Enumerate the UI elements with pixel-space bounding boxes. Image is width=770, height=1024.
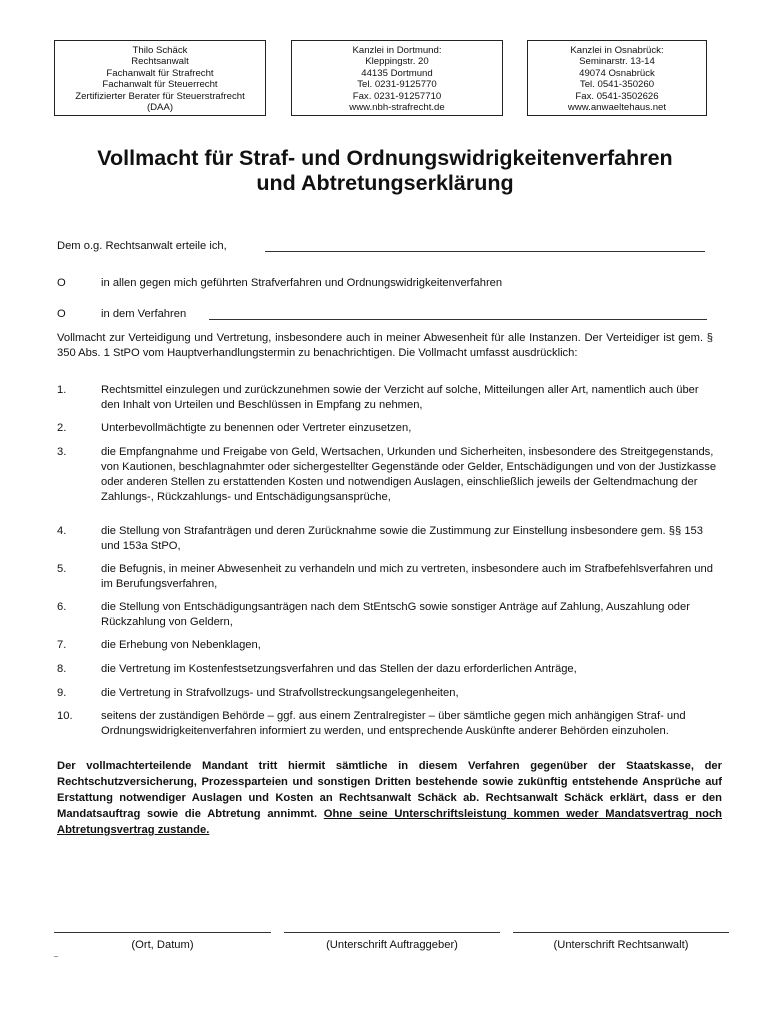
list-item — [57, 600, 717, 630]
item-number: 7. — [57, 639, 67, 651]
lawyer-specialty-tax: Fachanwalt für Steuerrecht — [102, 79, 218, 91]
list-item — [57, 562, 717, 592]
item-text: die Stellung von Strafanträgen und deren Zurücknahme sowie die Zustimmung zur Einstellung insbesondere gem. §§ 153 und 153a StPO, — [101, 525, 703, 552]
item-text: die Befugnis, in meiner Abwesenheit zu verhandeln und mich zu vertreten, insbesondere auch im Strafbefehlsverfahren und im Berufungsverfahren, — [101, 563, 713, 590]
office-osnabrueck-phone: Tel. 0541-350260 — [579, 79, 655, 91]
lawyer-info-box — [54, 40, 266, 116]
grant-label: Dem o.g. Rechtsanwalt erteile ich, — [57, 240, 227, 252]
list-item — [57, 421, 717, 436]
office-dortmund-street: Kleppingstr. 20 — [365, 56, 429, 68]
item-number: 9. — [57, 687, 67, 699]
scope-paragraph: Vollmacht zur Verteidigung und Vertretung, insbesondere auch in meiner Abwesenheit für alle Instanzen. Der Verteidiger ist gem. § 350 Abs. 1 StPO vom Hauptverhandlungstermin zu benachrichtigen. Die Vollmacht umfasst ausdrücklich: — [57, 332, 713, 359]
item-text: die Erhebung von Nebenklagen, — [101, 639, 261, 651]
lawyer-signature-label: (Unterschrift Rechtsanwalt) — [553, 939, 689, 951]
office-dortmund-phone: Tel. 0231-9125770 — [357, 79, 437, 91]
item-text: die Empfangnahme und Freigabe von Geld, Wertsachen, Urkunden und Sicherheiten, insbesondere des Streitgegenstands, von Kautionen, beschlagnahmter oder sichergestellter Gegenstände oder Gelder, Entschädigungen und von der Justizkasse oder anderen Stellen zu erstattenden Kosten und notwendigen Auslagen, einschließlich jeweils der Geltendmachung der Zahlungs-, Rückzahlungs- und Entschädigungsansprüche, — [101, 446, 717, 503]
item-number: 2. — [57, 422, 67, 434]
assignment-text: Der vollmachterteilende Mandant tritt hiermit sämtliche in diesem Verfahren gegenüber der Staatskasse, der Rechtschutzversicherung, Prozessparteien und sonstigen Dritten bestehende sowie zukünftig entstehende Ansprüche auf Erstattung notwendiger Auslagen und Kosten an Rechtsanwalt Schäck ab. Rechtsanwalt Schäck erklärt, dass er den Mandatsauftrag sowie die Abtretung annimmt. — [57, 760, 722, 820]
office-osnabrueck-heading: Kanzlei in Osnabrück: — [570, 45, 664, 56]
office-dortmund-heading: Kanzlei in Dortmund: — [352, 45, 442, 56]
option-case-label: in dem Verfahren — [101, 308, 187, 320]
list-item — [57, 524, 717, 554]
lawyer-name: Thilo Schäck — [132, 45, 188, 56]
office-osnabrueck-street: Seminarstr. 13-14 — [579, 56, 655, 68]
document-title — [0, 146, 770, 196]
option-all-label: in allen gegen mich geführten Strafverfahren und Ordnungswidrigkeitenverfahren — [101, 277, 503, 289]
office-dortmund-fax: Fax. 0231-91257710 — [352, 90, 442, 102]
assignment-declaration — [57, 758, 722, 838]
signature-line-lawyer[interactable] — [513, 932, 729, 933]
title-line-2: und Abtretungserklärung — [256, 171, 514, 195]
item-number: 3. — [57, 446, 67, 458]
option-all-mark[interactable]: O — [57, 277, 66, 289]
client-signature-label: (Unterschrift Auftraggeber) — [326, 939, 458, 951]
office-osnabrueck-website: www.anwaeltehaus.net — [567, 102, 667, 114]
item-text: die Vertretung im Kostenfestsetzungsverfahren und das Stellen der dazu erforderlichen Anträge, — [101, 663, 577, 675]
client-name-field[interactable] — [265, 241, 705, 252]
list-item — [57, 445, 717, 505]
title-line-1: Vollmacht für Straf- und Ordnungswidrigkeitenverfahren — [97, 146, 673, 170]
office-dortmund-box — [291, 40, 503, 116]
case-number-field[interactable] — [209, 309, 707, 320]
item-number: 6. — [57, 601, 67, 613]
grant-line — [57, 240, 227, 252]
list-item — [57, 686, 717, 701]
list-item — [57, 383, 717, 413]
item-text: seitens der zuständigen Behörde – ggf. aus einem Zentralregister – über sämtliche gegen mich anhängigen Straf- und Ordnungswidrigkeitenverfahren informiert zu werden, und entsprechende Auskünfte anderer Behörden einzuholen. — [101, 710, 686, 737]
list-item — [57, 638, 717, 653]
item-number: 5. — [57, 563, 67, 575]
office-osnabrueck-fax: Fax. 0541-3502626 — [575, 90, 659, 102]
office-dortmund-website: www.nbh-strafrecht.de — [349, 102, 445, 114]
page-mark — [54, 956, 58, 957]
lawyer-title: Rechtsanwalt — [131, 56, 189, 68]
signature-line-place-date[interactable] — [54, 932, 271, 933]
lawyer-certification: Zertifizierter Berater für Steuerstrafrecht — [75, 90, 245, 102]
lawyer-certification-abbr: (DAA) — [146, 102, 174, 114]
assignment-condition: Ohne seine Unterschriftsleistung kommen weder Mandatsvertrag noch Abtretungsvertrag zustande. — [57, 808, 722, 836]
item-number: 10. — [57, 710, 73, 722]
signature-line-client[interactable] — [284, 932, 500, 933]
item-number: 4. — [57, 525, 67, 537]
place-date-label: (Ort, Datum) — [131, 939, 194, 951]
office-osnabrueck-city: 49074 Osnabrück — [579, 67, 655, 79]
office-dortmund-city: 44135 Dortmund — [361, 67, 433, 79]
item-number: 1. — [57, 384, 67, 396]
office-osnabrueck-box — [527, 40, 707, 116]
item-number: 8. — [57, 663, 67, 675]
lawyer-specialty-criminal: Fachanwalt für Strafrecht — [106, 67, 214, 79]
item-text: die Vertretung in Strafvollzugs- und Strafvollstreckungsangelegenheiten, — [101, 687, 459, 699]
list-item — [57, 662, 717, 677]
item-text: die Stellung von Entschädigungsanträgen nach dem StEntschG sowie sonstiger Anträge auf Zahlung, Auszahlung oder Rückzahlung von Geldern, — [101, 601, 690, 628]
item-text: Unterbevollmächtigte zu benennen oder Vertreter einzusetzen, — [101, 422, 412, 434]
list-item — [57, 709, 717, 739]
option-case-mark[interactable]: O — [57, 308, 66, 320]
item-text: Rechtsmittel einzulegen und zurückzunehmen sowie der Verzicht auf solche, Mitteilungen aller Art, namentlich auch über den Inhalt von Urteilen und Beschlüssen in Empfang zu nehmen, — [101, 384, 699, 411]
